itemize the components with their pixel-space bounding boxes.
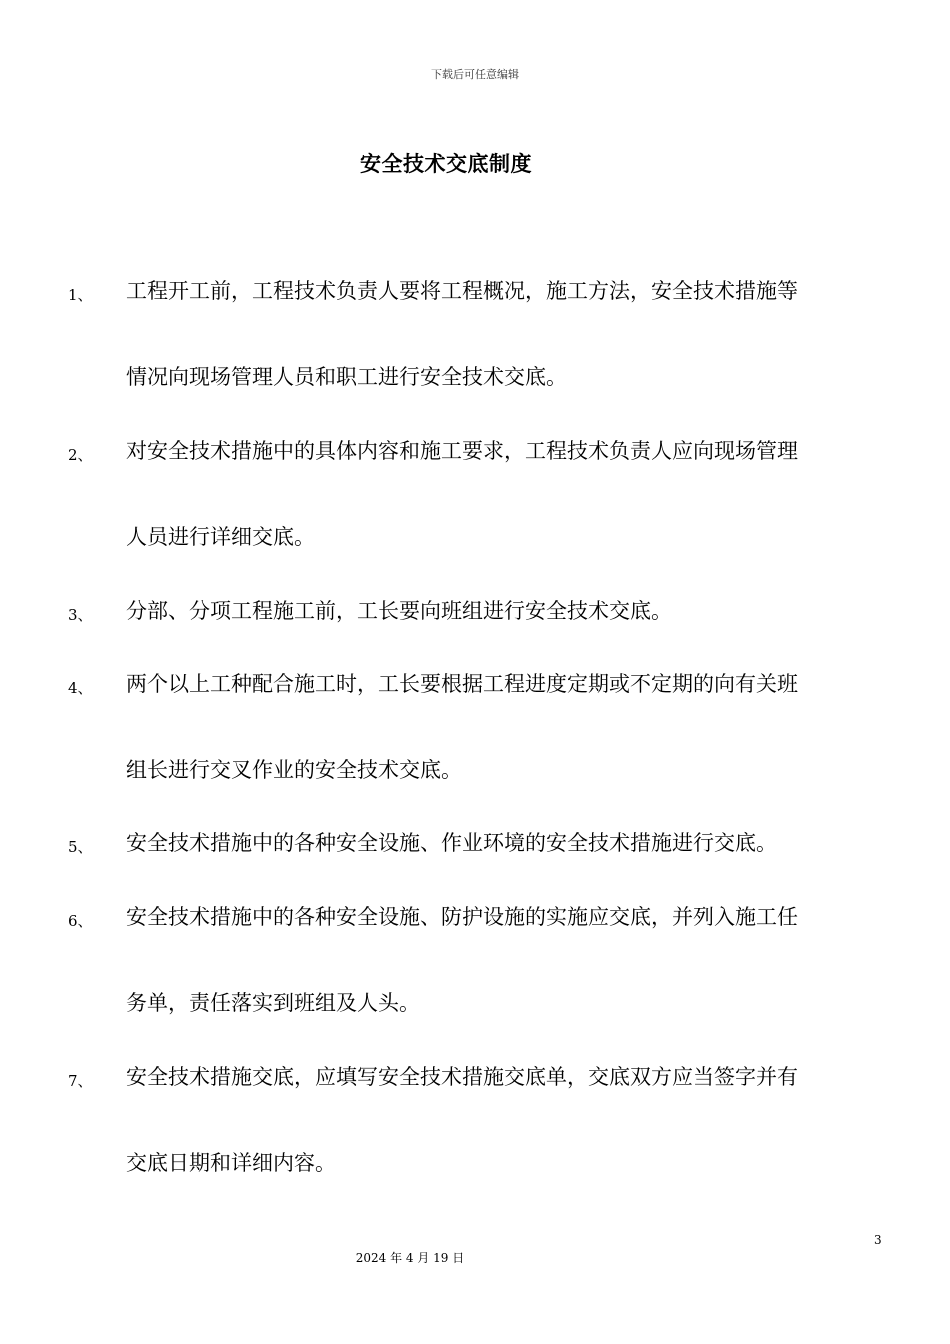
item-text xyxy=(126,248,886,420)
item-number: 4、 xyxy=(68,679,93,697)
item-line: 对安全技术措施中的具体内容和施工要求，工程技术负责人应向现场管理 xyxy=(126,439,798,463)
item-number: 2、 xyxy=(68,446,93,464)
item-text xyxy=(126,408,886,580)
item-line: 情况向现场管理人员和职工进行安全技术交底。 xyxy=(126,365,567,389)
item-number: 3、 xyxy=(68,606,93,624)
item-number: 1、 xyxy=(68,286,93,304)
item-text xyxy=(126,641,886,813)
footer-date: 2024 年 4 月 19 日 xyxy=(355,1251,465,1265)
item-line: 交底日期和详细内容。 xyxy=(126,1151,336,1175)
item-number: 7、 xyxy=(68,1072,93,1090)
item-text xyxy=(126,874,886,1046)
item-line: 务单，责任落实到班组及人头。 xyxy=(126,991,420,1015)
item-text xyxy=(126,1034,886,1206)
item-line: 人员进行详细交底。 xyxy=(126,525,315,549)
page-number: 3 xyxy=(874,1233,882,1247)
item-line: 两个以上工种配合施工时，工长要根据工程进度定期或不定期的向有关班 xyxy=(126,672,798,696)
item-line: 安全技术措施交底，应填写安全技术措施交底单，交底双方应当签字并有 xyxy=(126,1065,798,1089)
item-line: 分部、分项工程施工前，工长要向班组进行安全技术交底。 xyxy=(126,599,672,623)
header-note: 下载后可任意编辑 xyxy=(431,68,519,81)
item-line: 安全技术措施中的各种安全设施、防护设施的实施应交底，并列入施工任 xyxy=(126,905,798,929)
page-title: 安全技术交底制度 xyxy=(360,152,532,176)
item-number: 5、 xyxy=(68,838,93,856)
item-line: 安全技术措施中的各种安全设施、作业环境的安全技术措施进行交底。 xyxy=(126,831,777,855)
item-number: 6、 xyxy=(68,912,93,930)
item-line: 组长进行交叉作业的安全技术交底。 xyxy=(126,758,462,782)
item-line: 工程开工前，工程技术负责人要将工程概况，施工方法，安全技术措施等 xyxy=(126,279,798,303)
